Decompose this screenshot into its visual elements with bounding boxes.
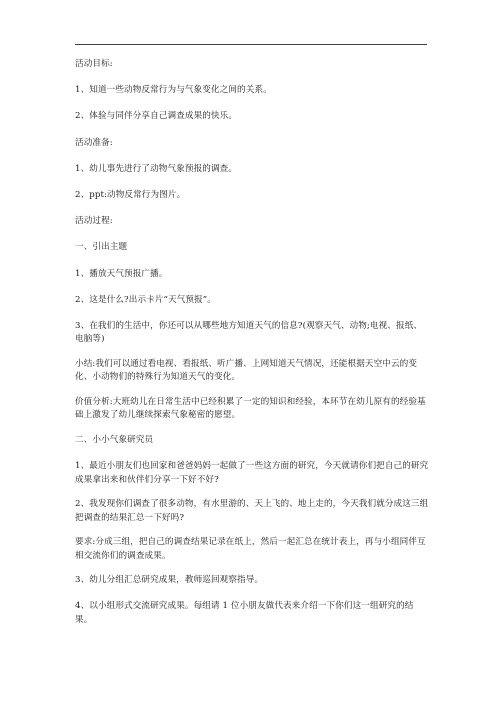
value-analysis-paragraph: 价值分析:大班幼儿在日常生活中已经积累了一定的知识和经验，本环节在幼儿原有的经验基础上激发了幼儿继续探索气象秘密的愿望。 xyxy=(75,397,426,421)
process-step-1-1: 1、播放天气预报广播。 xyxy=(75,268,168,279)
summary-paragraph: 小结:我们可以通过看电视、看报纸、听广播、上网知道天气情况，还能根据天空中云的变化、小动物们的特殊行为知道天气的变化。 xyxy=(75,359,418,383)
process-step-2-1: 1、最近小朋友们也回家和爸爸妈妈一起做了一些这方面的研究，今天就请你们把自己的研究成果拿出来和伙伴们分享一下好不好? xyxy=(75,461,429,485)
document-body xyxy=(75,58,430,638)
process-step-2-2: 2、我发现你们调查了很多动物，有水里游的、天上飞的、地上走的，今天我们就分成这三组把调查的结果汇总一下好吗? xyxy=(75,499,429,523)
section-heading-2: 二、小小气象研究员 xyxy=(75,435,154,446)
process-step-2-4: 4、以小组形式交流研究成果。每组请 1 位小朋友做代表来介绍一下你们这一组研究的结果。 xyxy=(75,601,414,625)
process-step-2-3: 3、幼儿分组汇总研究成果，教师巡回观察指导。 xyxy=(75,575,264,586)
header-rule xyxy=(75,44,427,45)
preparation-item-1: 1、幼儿事先进行了动物气象预报的调查。 xyxy=(75,163,238,174)
heading-activity-preparation: 活动准备: xyxy=(75,137,113,148)
requirements-paragraph: 要求:分成三组，把自己的调查结果记录在纸上，然后一起汇总在统计表上，再与小组同伴互相交流你们的调查成果。 xyxy=(75,537,426,561)
preparation-item-2: 2、ppt:动物反常行为图片。 xyxy=(75,190,186,201)
heading-activity-goals: 活动目标: xyxy=(75,59,113,69)
process-step-1-3: 3、在我们的生活中，你还可以从哪些地方知道天气的信息?(观察天气、动物;电视、报纸、电脑等) xyxy=(75,321,423,345)
section-heading-1: 一、引出主题 xyxy=(75,242,128,253)
process-step-1-2: 2、这是什么?出示卡片“天气预报”。 xyxy=(75,294,216,305)
heading-activity-process: 活动过程: xyxy=(75,216,113,227)
goal-item-1: 1、知道一些动物反常行为与气象变化之间的关系。 xyxy=(75,85,272,96)
goal-item-2: 2、体验与同伴分享自己调查成果的快乐。 xyxy=(75,111,238,122)
